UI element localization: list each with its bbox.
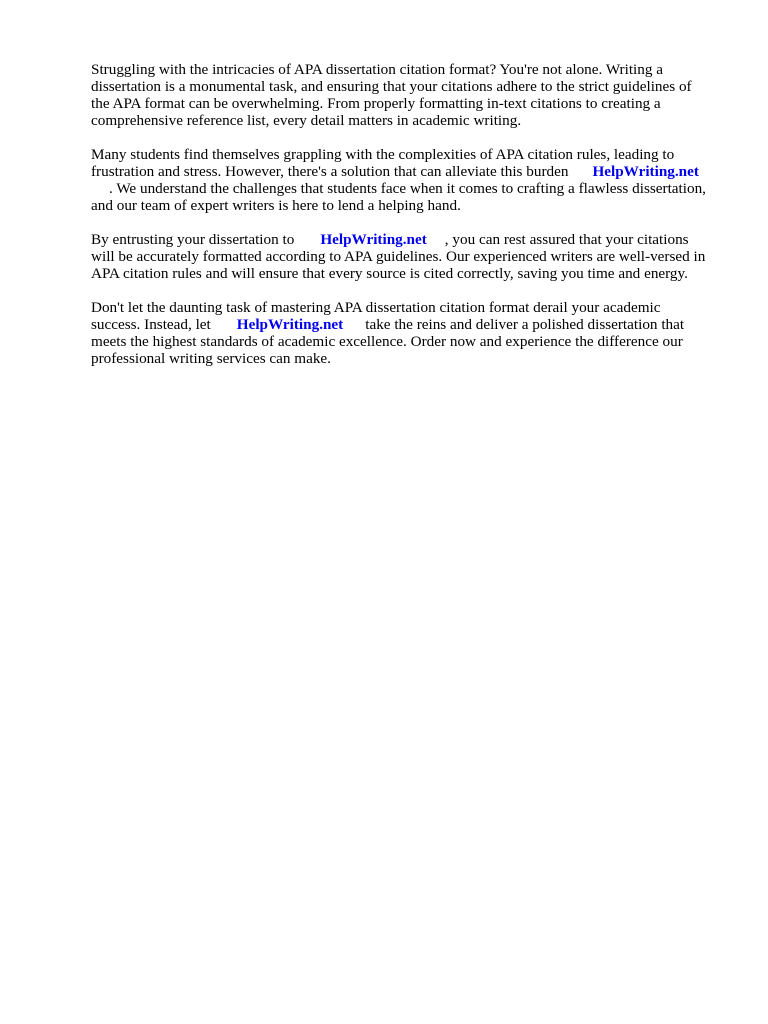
text-segment: take the reins and deliver a polished dissertation that [365,316,685,333]
paragraph-intro [91,61,727,129]
paragraph-students [91,146,727,214]
helpwriting-link[interactable]: HelpWriting.net [236,316,344,333]
text-line: Many students find themselves grappling with the complexities of APA citation rules, leading to [91,146,675,163]
text-line [91,163,727,180]
text-line [91,316,727,333]
text-line: Don't let the daunting task of mastering APA dissertation citation format derail your academic [91,299,661,316]
text-line: meets the highest standards of academic excellence. Order now and experience the difference our [91,333,683,350]
text-segment: , you can rest assured that your citations [444,231,689,248]
text-segment: . We understand the challenges that students face when it comes to crafting a flawless dissertation, [109,180,706,197]
text-line: the APA format can be overwhelming. From properly formatting in-text citations to creating a [91,95,661,112]
text-segment: By entrusting your dissertation to [91,231,295,248]
text-line: dissertation is a monumental task, and ensuring that your citations adhere to the strict guidelines of [91,78,692,95]
text-line: professional writing services can make. [91,350,331,367]
paragraph-closing [91,299,727,367]
text-line: and our team of expert writers is here to lend a helping hand. [91,197,461,214]
text-line: comprehensive reference list, every detail matters in academic writing. [91,112,522,129]
text-line [91,180,727,197]
document-body [91,61,727,384]
paragraph-entrusting [91,231,727,282]
text-line: APA citation rules and will ensure that every source is cited correctly, saving you time and energy. [91,265,688,282]
text-line [91,231,727,248]
helpwriting-link[interactable]: HelpWriting.net [320,231,427,248]
helpwriting-link[interactable]: HelpWriting.net [592,163,699,180]
text-line: Struggling with the intricacies of APA dissertation citation format? You're not alone. Writing a [91,61,663,78]
text-segment: frustration and stress. However, there's a solution that can alleviate this burden [91,163,569,180]
text-line: will be accurately formatted according to APA guidelines. Our experienced writers are well-versed in [91,248,706,265]
text-segment: success. Instead, let [91,316,211,333]
